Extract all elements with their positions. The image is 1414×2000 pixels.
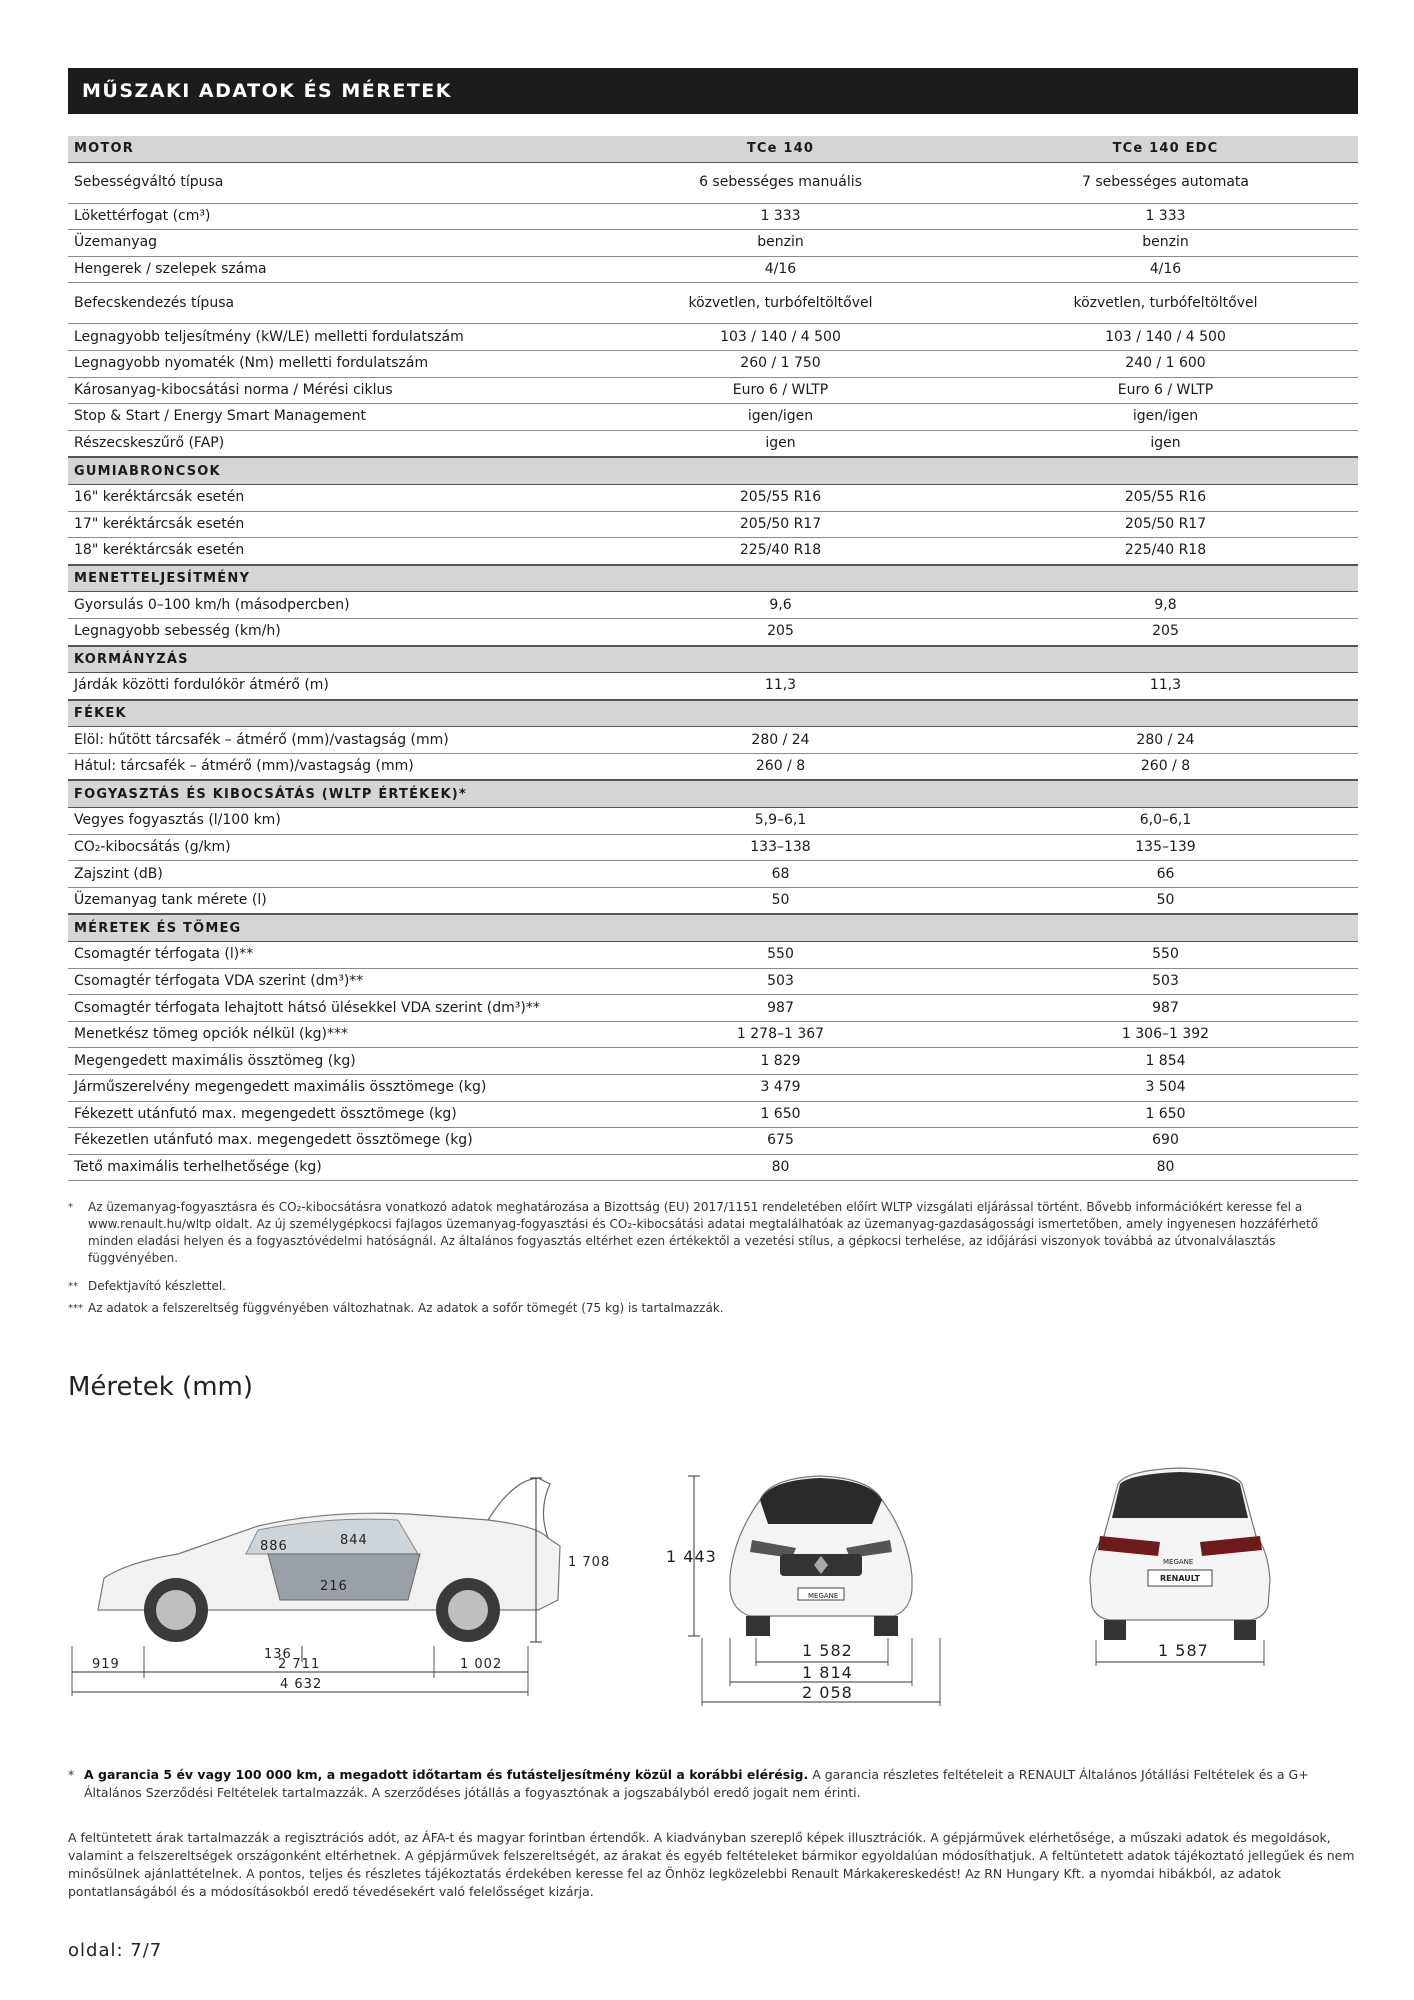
value-tce140: 205/55 R16 [588,484,973,511]
value-tce140: 6 sebességes manuális [588,162,973,203]
front-track-label: 1 582 [802,1641,853,1660]
side-view-diagram [68,1450,628,1700]
front-width-label: 1 814 [802,1663,853,1682]
value-tce140: 1 333 [588,203,973,230]
rear-car-illustration [1090,1468,1270,1640]
value-tce140: 103 / 140 / 4 500 [588,324,973,351]
table-row [68,727,1358,754]
value-tce140: 205/50 R17 [588,511,973,538]
warranty-bold-text: A garancia 5 év vagy 100 000 km, a megadott időtartam és futásteljesítmény közül a korábbi elérésig. [84,1767,809,1782]
section-label: MOTOR [68,136,588,162]
warranty-note [68,1766,1358,1802]
section-label: MÉRETEK ÉS TÖMEG [68,914,1358,941]
footnote-3 [68,1300,1358,1317]
row-label: Legnagyobb sebesség (km/h) [68,618,588,645]
value-tce140-edc: 11,3 [973,673,1358,700]
value-tce140-edc: 135–139 [973,834,1358,861]
value-tce140-edc: 1 854 [973,1048,1358,1075]
row-label: Részecskeszűrő (FAP) [68,430,588,457]
table-row [68,834,1358,861]
table-row [68,256,1358,283]
value-tce140: igen [588,430,973,457]
table-row [68,1101,1358,1128]
rear-overhang-label: 1 002 [460,1657,503,1672]
section-label: KORMÁNYZÁS [68,646,1358,673]
page-title: MŰSZAKI ADATOK ÉS MÉRETEK [68,68,1358,114]
footnote-mark: * [68,1202,73,1213]
row-label: Elöl: hűtött tárcsafék – átmérő (mm)/vastagság (mm) [68,727,588,754]
table-row [68,511,1358,538]
value-tce140-edc: 1 650 [973,1101,1358,1128]
row-label: Legnagyobb nyomaték (Nm) melletti fordulatszám [68,350,588,377]
front-car-illustration [730,1476,912,1636]
footnote-2 [68,1278,1358,1295]
row-label: Menetkész tömeg opciók nélkül (kg)*** [68,1021,588,1048]
value-tce140: 3 479 [588,1075,973,1102]
value-tce140: 280 / 24 [588,727,973,754]
front-height-label: 1 443 [666,1547,717,1566]
value-tce140-edc: 240 / 1 600 [973,350,1358,377]
rear-track-label: 1 587 [1158,1641,1209,1660]
value-tce140: 5,9–6,1 [588,808,973,835]
value-tce140-edc: 66 [973,861,1358,888]
value-tce140-edc: 4/16 [973,256,1358,283]
row-label: Károsanyag-kibocsátási norma / Mérési ciklus [68,377,588,404]
value-tce140-edc: 80 [973,1154,1358,1181]
table-row [68,861,1358,888]
value-tce140-edc: 280 / 24 [973,727,1358,754]
value-tce140: 503 [588,968,973,995]
value-tce140: 550 [588,942,973,969]
table-row [68,484,1358,511]
table-row [68,942,1358,969]
row-label: Járműszerelvény megengedett maximális össztömege (kg) [68,1075,588,1102]
section-label: MENETTELJESÍTMÉNY [68,565,1358,592]
section-label: FÉKEK [68,700,1358,727]
row-label: Üzemanyag tank mérete (l) [68,887,588,914]
headroom-rear-label: 844 [340,1533,368,1548]
footnote-text: Az adatok a felszereltség függvényében változhatnak. Az adatok a sofőr tömegét (75 kg) is tartalmazzák. [88,1301,724,1315]
table-row [68,1128,1358,1155]
value-tce140: 1 278–1 367 [588,1021,973,1048]
value-tce140-edc: 50 [973,887,1358,914]
legroom-rear-label: 216 [320,1579,348,1594]
value-tce140: 675 [588,1128,973,1155]
value-tce140-edc: 1 333 [973,203,1358,230]
front-plate-label: MEGANE [808,1592,839,1600]
table-row [68,753,1358,780]
footnote-mark: *** [68,1303,83,1314]
value-tce140: 4/16 [588,256,973,283]
value-tce140: 260 / 8 [588,753,973,780]
page-number: oldal: 7/7 [68,1940,163,1961]
front-overhang-label: 919 [92,1657,120,1672]
table-row [68,592,1358,619]
value-tce140: 225/40 R18 [588,538,973,565]
row-label: Csomagtér térfogata (l)** [68,942,588,969]
value-tce140: 50 [588,887,973,914]
table-row [68,162,1358,203]
table-row [68,1021,1358,1048]
value-tce140-edc: igen [973,430,1358,457]
value-tce140-edc: 690 [973,1128,1358,1155]
wheelbase-label: 2 711 [278,1657,321,1672]
row-label: Fékezett utánfutó max. megengedett össztömege (kg) [68,1101,588,1128]
section-header-row [68,780,1358,807]
row-label: Befecskendezés típusa [68,283,588,324]
value-tce140-edc: 987 [973,995,1358,1022]
value-tce140: 68 [588,861,973,888]
value-tce140-edc: benzin [973,230,1358,257]
value-tce140-edc: 205 [973,618,1358,645]
footnote-text: Defektjavító készlettel. [88,1279,226,1293]
row-label: 16" keréktárcsák esetén [68,484,588,511]
table-row [68,283,1358,324]
section-header-row [68,914,1358,941]
value-tce140: Euro 6 / WLTP [588,377,973,404]
row-label: Hátul: tárcsafék – átmérő (mm)/vastagság (mm) [68,753,588,780]
value-tce140: 80 [588,1154,973,1181]
column-header-tce140: TCe 140 [588,136,973,162]
table-row [68,377,1358,404]
row-label: Megengedett maximális össztömeg (kg) [68,1048,588,1075]
warranty-text: A garancia részletes feltételeit a RENAULT Általános Jótállási Feltételek és a G+ Általános Szerződési Feltételek tartalmazzák. A szerződéses jótállás a fogyasztónak a jogszabályból eredő jogait nem érinti. [84,1767,1309,1800]
value-tce140: 9,6 [588,592,973,619]
headroom-front-label: 886 [260,1539,288,1554]
row-label: Legnagyobb teljesítmény (kW/LE) melletti fordulatszám [68,324,588,351]
footnote-text: Az üzemanyag-fogyasztásra és CO₂-kibocsátásra vonatkozó adatok meghatározása a Bizottság (EU) 2017/1151 rendeletében előírt WLTP vizsgálati eljárással történt. Bővebb információkért keresse fel a www.renault.hu/wltp oldalt. Az új személygépkocsi fajlagos üzemanyag-fogyasztási és CO₂-kibocsátási adatai megtalálhatóak az üzemanyag-gazdaságossági ismertetőben, amely ingyenesen hozzáférhető minden eladási helyen és a fogyasztóvédelmi hatóságnál. Az általános fogyasztás eltérhet ezen értékektől a vezetési stílus, a gépkocsi terhelése, az időjárási viszonyok továbbá az útvonalválasztás függvényében. [88,1200,1319,1265]
row-label: Csomagtér térfogata lehajtott hátsó ülésekkel VDA szerint (dm³)** [68,995,588,1022]
rear-view-diagram [1060,1440,1300,1670]
table-row [68,1154,1358,1181]
row-label: 18" keréktárcsák esetén [68,538,588,565]
table-row [68,203,1358,230]
table-row [68,538,1358,565]
ground-clearance-label: 136 [264,1647,292,1662]
table-row [68,808,1358,835]
value-tce140: közvetlen, turbófeltöltővel [588,283,973,324]
dimensions-title: Méretek (mm) [68,1372,253,1402]
section-header-row [68,565,1358,592]
rear-plate-label: RENAULT [1160,1574,1200,1583]
table-row [68,673,1358,700]
value-tce140-edc: 503 [973,968,1358,995]
table-row [68,230,1358,257]
value-tce140-edc: 205/50 R17 [973,511,1358,538]
section-header-row [68,457,1358,484]
value-tce140: 1 650 [588,1101,973,1128]
value-tce140-edc: 1 306–1 392 [973,1021,1358,1048]
warranty-mark: * [68,1767,75,1782]
table-row [68,404,1358,431]
value-tce140-edc: 103 / 140 / 4 500 [973,324,1358,351]
width-mirrors-label: 2 058 [802,1683,853,1702]
value-tce140-edc: igen/igen [973,404,1358,431]
section-label: FOGYASZTÁS ÉS KIBOCSÁTÁS (WLTP ÉRTÉKEK)* [68,780,1358,807]
value-tce140-edc: 225/40 R18 [973,538,1358,565]
front-view-diagram [660,1440,990,1710]
section-header-row [68,646,1358,673]
row-label: Csomagtér térfogata VDA szerint (dm³)** [68,968,588,995]
rear-model-badge: MEGANE [1163,1558,1194,1566]
footnote-1 [68,1199,1358,1267]
legal-disclaimer: A feltüntetett árak tartalmazzák a regisztrációs adót, az ÁFA-t és magyar forintban értendők. A kiadványban szereplő képek illusztrációk. A gépjárművek elérhetősége, a műszaki adatok és megoldások, valamint a felszereltségek országonként eltérhetnek. A gépjárművek felszereltségét, az árakat és egyéb feltételeket bármikor egyoldalúan módosíthatjuk. A feltüntetett adatok tájékoztató jellegűek és nem minősülnek ajánlattételnek. A pontos, teljes és részletes tájékoztatás érdekében keresse fel az Önhöz legközelebbi Renault Márkakereskedést! Az RN Hungary Kft. a nyomdai hibákból, az adatok pontatlanságából és a módosításokból eredő tévedésekért való felelősséget kizárja. [68,1830,1355,1899]
value-tce140-edc: 9,8 [973,592,1358,619]
value-tce140: 1 829 [588,1048,973,1075]
side-height-label: 1 708 [568,1555,611,1570]
value-tce140: 205 [588,618,973,645]
value-tce140: benzin [588,230,973,257]
table-header-row [68,136,1358,162]
side-car-illustration [98,1478,560,1642]
value-tce140: 260 / 1 750 [588,350,973,377]
value-tce140-edc: 6,0–6,1 [973,808,1358,835]
row-label: Fékezetlen utánfutó max. megengedett össztömege (kg) [68,1128,588,1155]
value-tce140-edc: 260 / 8 [973,753,1358,780]
value-tce140: 987 [588,995,973,1022]
value-tce140-edc: 7 sebességes automata [973,162,1358,203]
footnote-mark: ** [68,1281,78,1292]
value-tce140-edc: közvetlen, turbófeltöltővel [973,283,1358,324]
value-tce140-edc: Euro 6 / WLTP [973,377,1358,404]
row-label: Tető maximális terhelhetősége (kg) [68,1154,588,1181]
table-row [68,1075,1358,1102]
table-row [68,995,1358,1022]
row-label: Stop & Start / Energy Smart Management [68,404,588,431]
length-label: 4 632 [280,1677,323,1692]
table-row [68,887,1358,914]
table-row [68,1048,1358,1075]
row-label: Zajszint (dB) [68,861,588,888]
value-tce140: 11,3 [588,673,973,700]
row-label: 17" keréktárcsák esetén [68,511,588,538]
value-tce140: 133–138 [588,834,973,861]
section-header-row [68,700,1358,727]
table-row [68,968,1358,995]
table-row [68,324,1358,351]
value-tce140-edc: 3 504 [973,1075,1358,1102]
row-label: Gyorsulás 0–100 km/h (másodpercben) [68,592,588,619]
value-tce140-edc: 205/55 R16 [973,484,1358,511]
row-label: Vegyes fogyasztás (l/100 km) [68,808,588,835]
row-label: CO₂-kibocsátás (g/km) [68,834,588,861]
table-row [68,618,1358,645]
row-label: Sebességváltó típusa [68,162,588,203]
table-row [68,350,1358,377]
table-row [68,430,1358,457]
specs-table [68,136,1358,1181]
value-tce140-edc: 550 [973,942,1358,969]
row-label: Hengerek / szelepek száma [68,256,588,283]
section-label: GUMIABRONCSOK [68,457,1358,484]
row-label: Járdák közötti fordulókör átmérő (m) [68,673,588,700]
value-tce140: igen/igen [588,404,973,431]
row-label: Lökettérfogat (cm³) [68,203,588,230]
row-label: Üzemanyag [68,230,588,257]
column-header-tce140-edc: TCe 140 EDC [973,136,1358,162]
